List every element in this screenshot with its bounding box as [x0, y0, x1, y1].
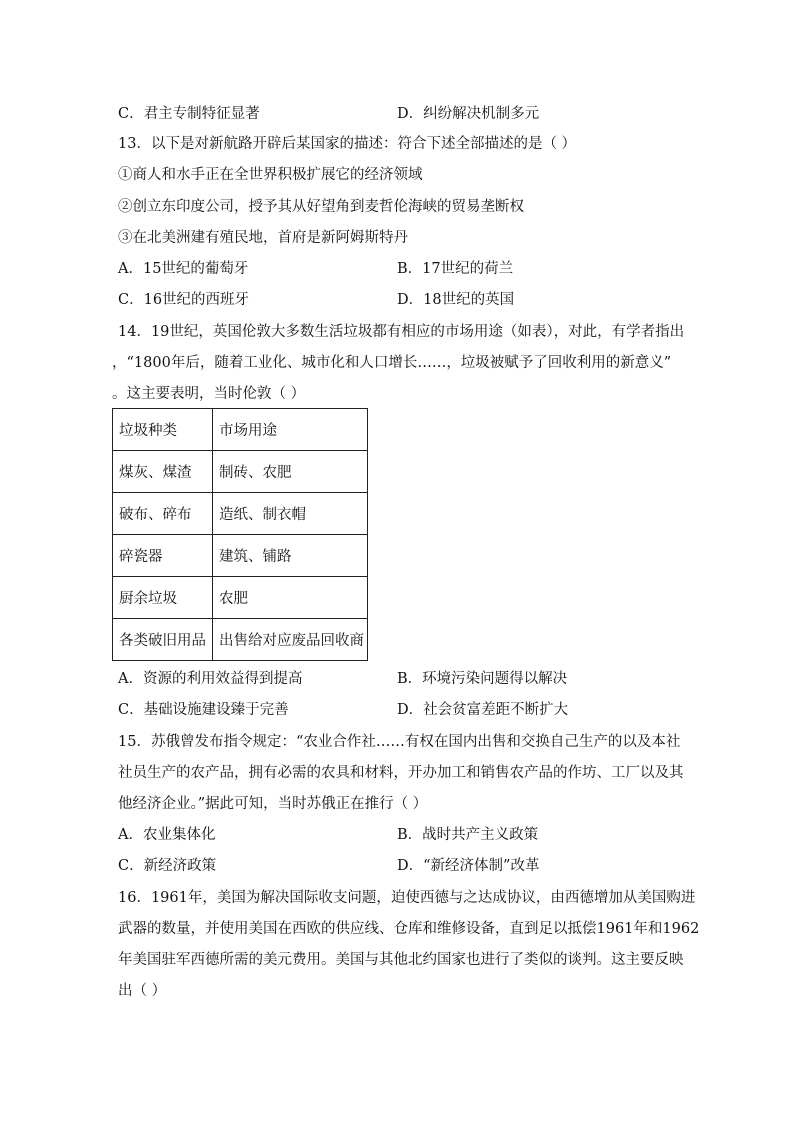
q14-option-b: B．环境污染问题得以解决	[397, 671, 568, 687]
table-cell: 制砖、农肥	[213, 451, 368, 493]
q15-option-c: C．新经济政策	[118, 858, 217, 874]
q14-option-c: C．基础设施建设臻于完善	[118, 702, 289, 718]
table-cell: 建筑、铺路	[213, 535, 368, 577]
q14-garbage-table	[112, 408, 368, 661]
q14-stem-line-2: ，“1800年后，随着工业化、城市化和人口增长……，垃圾被赋予了回收利用的新意义”	[112, 355, 672, 371]
table-row	[113, 493, 368, 535]
q16-stem-line-4: 出（ ）	[118, 983, 167, 999]
q15-option-a: A．农业集体化	[118, 827, 216, 843]
q13-option-d: D．18世纪的英国	[397, 292, 515, 308]
table-cell: 各类破旧用品	[113, 619, 213, 661]
table-cell: 出售给对应废品回收商	[213, 619, 368, 661]
q12-option-d: D．纠纷解决机制多元	[397, 106, 540, 122]
table-header-row	[113, 409, 368, 451]
q14-stem-line-1: 14．19世纪，英国伦敦大多数生活垃圾都有相应的市场用途（如表），对此，有学者指出	[118, 324, 685, 340]
q15-stem-line-1: 15．苏俄曾发布指令规定：“农业合作社……有权在国内出售和交换自己生产的以及本社	[118, 734, 681, 750]
q12-option-c: C．君主专制特征显著	[118, 106, 260, 122]
table-cell: 煤灰、煤渣	[113, 451, 213, 493]
table-row	[113, 619, 368, 661]
q15-option-d: D．“新经济体制”改革	[397, 858, 540, 874]
q16-stem-line-2: 武器的数量，并使用美国在西欧的供应线、仓库和维修设备，直到足以抵偿1961年和1962	[118, 921, 700, 937]
q13-item-3: ③在北美洲建有殖民地，首府是新阿姆斯特丹	[118, 230, 408, 246]
table-cell: 厨余垃圾	[113, 577, 213, 619]
table-row	[113, 451, 368, 493]
q15-stem-line-3: 他经济企业。”据此可知，当时苏俄正在推行（ ）	[118, 796, 428, 812]
table-header-cell: 垃圾种类	[113, 409, 213, 451]
q16-stem-line-1: 16．1961年，美国为解决国际收支问题，迫使西德与之达成协议，由西德增加从美国购进	[118, 890, 696, 906]
q14-option-a: A．资源的利用效益得到提高	[118, 671, 303, 687]
table-cell: 农肥	[213, 577, 368, 619]
table-cell: 破布、碎布	[113, 493, 213, 535]
q13-item-1: ①商人和水手正在全世界积极扩展它的经济领域	[118, 167, 423, 183]
table-row	[113, 577, 368, 619]
q16-stem-line-3: 年美国驻军西德所需的美元费用。美国与其他北约国家也进行了类似的谈判。这主要反映	[118, 952, 684, 968]
table-cell: 造纸、制衣帽	[213, 493, 368, 535]
table-row	[113, 535, 368, 577]
q13-item-2: ②创立东印度公司，授予其从好望角到麦哲伦海峡的贸易垄断权	[118, 199, 524, 215]
q13-option-b: B．17世纪的荷兰	[397, 261, 514, 277]
q14-stem-line-3: 。这主要表明，当时伦敦（ ）	[112, 386, 306, 402]
q13-option-c: C．16世纪的西班牙	[118, 292, 250, 308]
table-cell: 碎瓷器	[113, 535, 213, 577]
q13-option-a: A．15世纪的葡萄牙	[118, 261, 249, 277]
q13-stem: 13．以下是对新航路开辟后某国家的描述：符合下述全部描述的是（ ）	[118, 136, 577, 152]
q14-option-d: D．社会贫富差距不断扩大	[397, 702, 569, 718]
table-header-cell: 市场用途	[213, 409, 368, 451]
q15-stem-line-2: 社员生产的农产品，拥有必需的农具和材料，开办加工和销售农产品的作坊、工厂以及其	[118, 765, 684, 781]
q15-option-b: B．战时共产主义政策	[397, 827, 539, 843]
